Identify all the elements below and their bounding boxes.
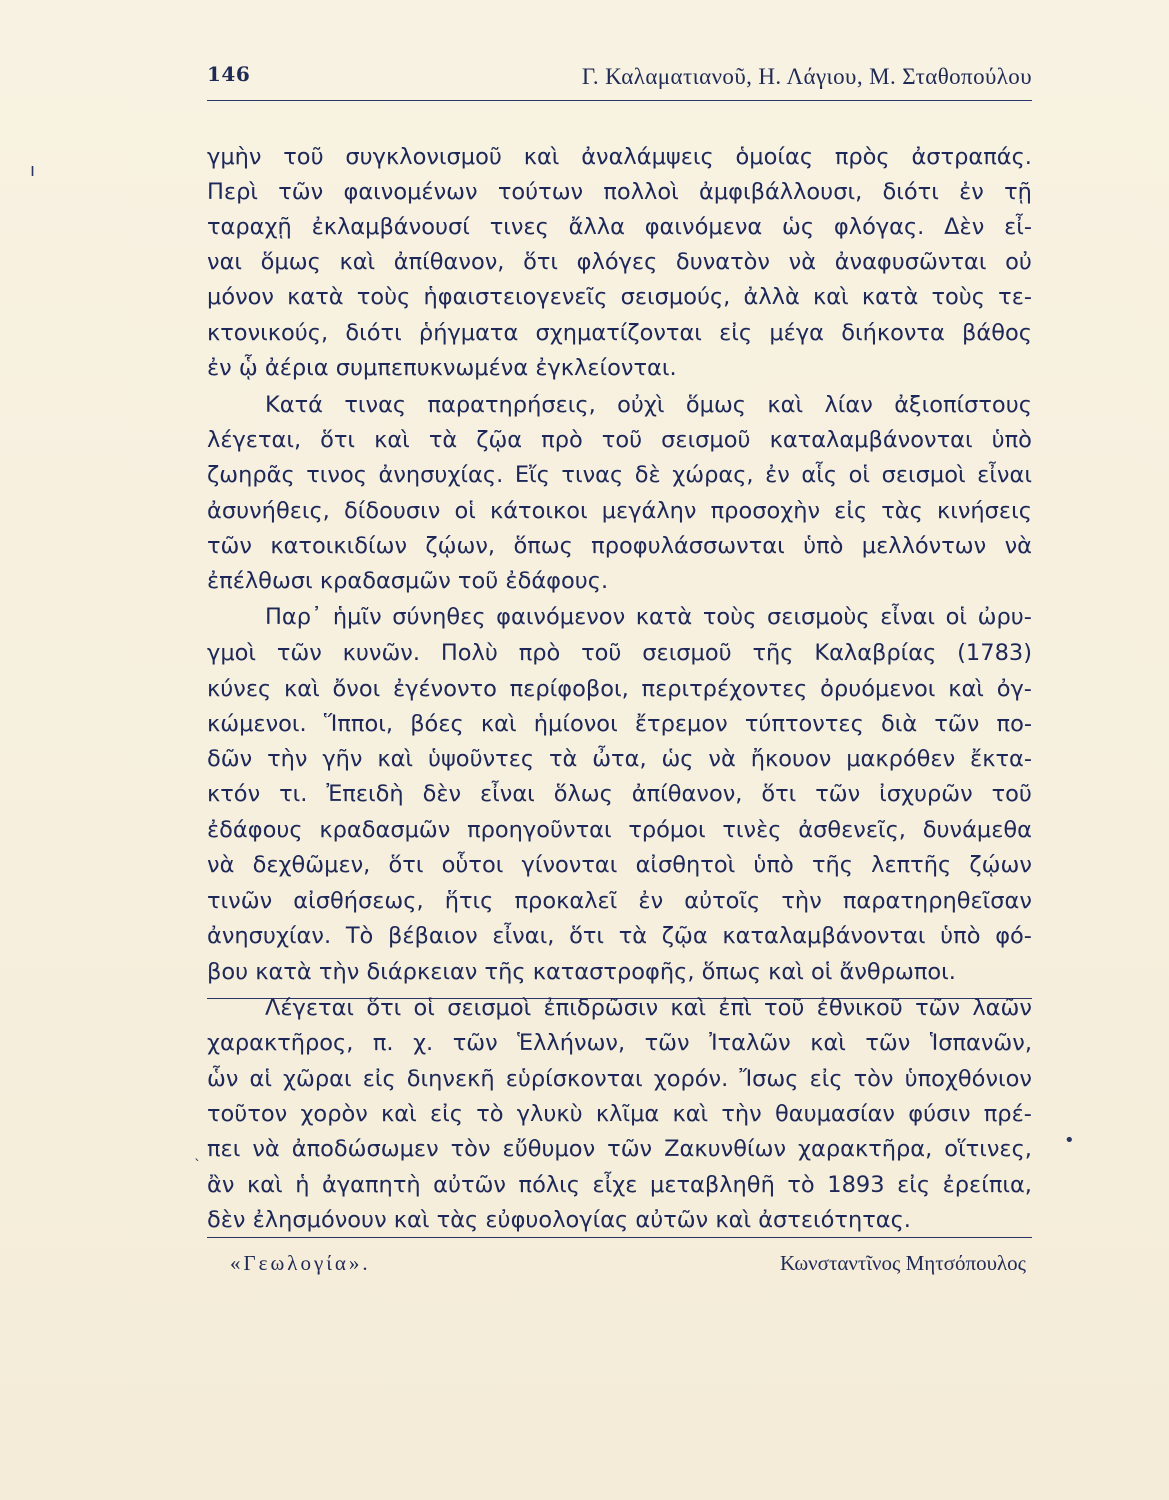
text-line: τοῦτον χορὸν καὶ εἰς τὸ γλυκὺ κλῖμα καὶ τὴν θαυμασίαν φύσιν πρέ-	[207, 1101, 1032, 1127]
author-name: Κωνσταντῖνος Μητσόπουλος	[779, 1251, 1026, 1275]
text-line: πει νὰ ἀποδώσωμεν τὸν εὔθυμον τῶν Ζακυνθίων χαρακτῆρα, οἵτινες,	[207, 1136, 1032, 1162]
text-line: Λέγεται ὅτι οἱ σεισμοὶ ἐπιδρῶσιν καὶ ἐπὶ τοῦ ἐθνικοῦ τῶν λαῶν	[265, 995, 1032, 1021]
text-line: ἀσυνήθεις, δίδουσιν οἱ κάτοικοι μεγάλην προσοχὴν εἰς τὰς κινήσεις	[207, 498, 1032, 524]
text-line: χαρακτῆρος, π. χ. τῶν Ἑλλήνων, τῶν Ἰταλῶν καὶ τῶν Ἱσπανῶν,	[207, 1030, 1032, 1056]
page-header	[207, 62, 1032, 96]
footer-rule	[207, 1237, 1032, 1238]
margin-dot: •	[1064, 1130, 1075, 1151]
text-line: γμὴν τοῦ συγκλονισμοῦ καὶ ἀναλάμψεις ὁμοίας πρὸς ἀστραπάς.	[207, 144, 1032, 170]
text-line: Περὶ τῶν φαινομένων τούτων πολλοὶ ἀμφιβάλλουσι, διότι ἐν τῇ	[207, 179, 1032, 205]
margin-tick: `	[194, 1158, 201, 1174]
text-line: γμοὶ τῶν κυνῶν. Πολὺ πρὸ τοῦ σεισμοῦ τῆς Καλαβρίας (1783)	[207, 640, 1032, 666]
text-line: βου κατὰ τὴν διάρκειαν τῆς καταστροφῆς, ὅπως καὶ οἱ ἄνθρωποι.	[207, 959, 956, 985]
text-line: τῶν κατοικιδίων ζῴων, ὅπως προφυλάσσωνται ὑπὸ μελλόντων νὰ	[207, 533, 1032, 559]
text-line: ὧν αἱ χῶραι εἰς διηνεκῆ εὑρίσκονται χορόν. Ἴσως εἰς τὸν ὑποχθόνιον	[207, 1066, 1032, 1092]
text-line: μόνον κατὰ τοὺς ἡφαιστειογενεῖς σεισμούς, ἀλλὰ καὶ κατὰ τοὺς τε-	[207, 284, 1032, 310]
source-citation: «Γεωλογία».	[230, 1251, 371, 1275]
text-line: τινῶν αἰσθήσεως, ἥτις προκαλεῖ ἐν αὐτοῖς τὴν παρατηρηθεῖσαν	[207, 888, 1032, 914]
text-line: Παρ᾽ ἡμῖν σύνηθες φαινόμενον κατὰ τοὺς σεισμοὺς εἶναι οἱ ὠρυ-	[265, 604, 1032, 630]
page-number: 146	[207, 62, 251, 86]
running-head: Γ. Καλαματιανοῦ, Η. Λάγιου, Μ. Σταθοπούλου	[581, 64, 1032, 89]
text-line: ἀνησυχίαν. Τὸ βέβαιον εἶναι, ὅτι τὰ ζῷα καταλαμβάνονται ὑπὸ φό-	[207, 923, 1032, 949]
text-line: ναι ὅμως καὶ ἀπίθανον, ὅτι φλόγες δυνατὸν νὰ ἀναφυσῶνται οὐ	[207, 249, 1032, 275]
text-line: ἐπέλθωσι κραδασμῶν τοῦ ἐδάφους.	[207, 568, 609, 594]
text-line: κτονικούς, διότι ῥήγματα σχηματίζονται εἰς μέγα διήκοντα βάθος	[207, 320, 1032, 346]
text-line: κύνες καὶ ὄνοι ἐγένοντο περίφοβοι, περιτρέχοντες ὀρυόμενοι καὶ ὀγ-	[207, 676, 1032, 702]
text-line: ἐν ᾧ ἀέρια συμπεπυκνωμένα ἐγκλείονται.	[207, 355, 677, 381]
text-line: δῶν τὴν γῆν καὶ ὑψοῦντες τὰ ὦτα, ὡς νὰ ἤκουον μακρόθεν ἔκτα-	[207, 746, 1032, 772]
text-line: κτόν τι. Ἐπειδὴ δὲν εἶναι ὅλως ἀπίθανον, ὅτι τῶν ἰσχυρῶν τοῦ	[207, 781, 1032, 807]
text-line: ἂν καὶ ἡ ἀγαπητὴ αὐτῶν πόλις εἶχε μεταβληθῆ τὸ 1893 εἰς ἐρείπια,	[207, 1172, 1032, 1198]
text-line: λέγεται, ὅτι καὶ τὰ ζῷα πρὸ τοῦ σεισμοῦ καταλαμβάνονται ὑπὸ	[207, 427, 1032, 453]
header-rule	[207, 100, 1032, 101]
text-line: ζωηρᾶς τινος ἀνησυχίας. Εἴς τινας δὲ χώρας, ἐν αἷς οἱ σεισμοὶ εἶναι	[207, 462, 1032, 488]
text-line: ἐδάφους κραδασμῶν προηγοῦνται τρόμοι τινὲς ἀσθενεῖς, δυνάμεθα	[207, 817, 1032, 843]
text-line: ταραχῇ ἐκλαμβάνουσί τινες ἄλλα φαινόμενα ὡς φλόγας. Δὲν εἶ-	[207, 214, 1032, 240]
text-line: Κατά τινας παρατηρήσεις, οὐχὶ ὅμως καὶ λίαν ἀξιοπίστους	[265, 392, 1032, 418]
text-line: νὰ δεχθῶμεν, ὅτι οὗτοι γίνονται αἰσθητοὶ ὑπὸ τῆς λεπτῆς ζῴων	[207, 852, 1032, 878]
text-line: κώμενοι. Ἵπποι, βόες καὶ ἡμίονοι ἔτρεμον τύπτοντες διὰ τῶν πο-	[207, 711, 1032, 737]
margin-mark: ı	[30, 160, 36, 181]
text-line: δὲν ἐλησμόνουν καὶ τὰς εὐφυολογίας αὐτῶν καὶ ἀστειότητας.	[207, 1207, 911, 1233]
